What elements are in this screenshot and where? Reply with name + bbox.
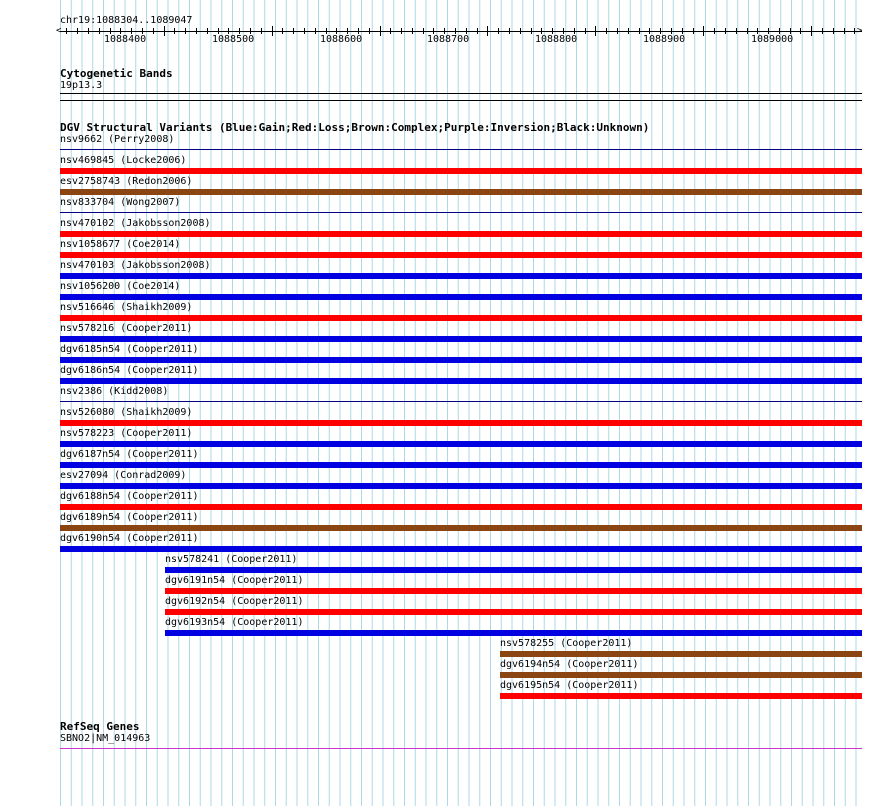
ruler-tick [207,28,208,34]
dgv-feature-label[interactable]: dgv6186n54 (Cooper2011) [60,365,199,376]
cytoband-separator [60,100,862,101]
ruler-arrow-right-icon: > [857,26,863,36]
dgv-feature-bar[interactable] [60,336,862,342]
ruler-tick [423,28,424,34]
position-label: chr19:1088304..1089047 [60,15,193,26]
ruler-tick [595,26,596,36]
dgv-feature-bar[interactable] [60,231,862,237]
dgv-feature-label[interactable]: nsv578255 (Cooper2011) [500,638,633,649]
refseq-track-title: RefSeq Genes [60,720,140,733]
ruler-tick-label: 1088600 [320,34,363,45]
ruler-tick [261,28,262,34]
ruler-tick [401,28,402,34]
ruler-tick [811,26,812,36]
ruler-tick [282,28,283,34]
dgv-feature-bar[interactable] [60,315,862,321]
dgv-feature-label[interactable]: nsv2386 (Kidd2008) [60,386,169,397]
cytoband-track-title: Cytogenetic Bands [60,67,173,80]
ruler-tick [380,26,381,36]
dgv-feature-label[interactable]: dgv6185n54 (Cooper2011) [60,344,199,355]
ruler-tick [487,26,488,36]
cytoband-line [60,93,862,94]
dgv-feature-label[interactable]: nsv578241 (Cooper2011) [165,554,298,565]
dgv-feature-label[interactable]: nsv526080 (Shaikh2009) [60,407,193,418]
ruler-tick-label: 1088900 [643,34,686,45]
dgv-feature-label[interactable]: nsv1058677 (Coe2014) [60,239,181,250]
ruler-tick [88,28,89,34]
ruler-tick [498,28,499,34]
ruler-arrow-left-icon: < [56,26,62,36]
refseq-gene-feature[interactable] [60,748,862,749]
ruler-tick-label: 1088700 [427,34,470,45]
dgv-feature-bar[interactable] [165,567,862,573]
dgv-feature-bar[interactable] [60,273,862,279]
ruler-tick [833,28,834,34]
ruler-tick [185,28,186,34]
dgv-feature-label[interactable]: dgv6192n54 (Cooper2011) [165,596,304,607]
dgv-feature-bar[interactable] [165,609,862,615]
ruler-tick [703,26,704,36]
dgv-feature-bar[interactable] [500,693,862,699]
ruler-tick [747,28,748,34]
dgv-feature-bar[interactable] [60,401,862,402]
dgv-feature-bar[interactable] [60,212,862,213]
ruler-tick [196,28,197,34]
ruler-tick [520,28,521,34]
ruler-tick [628,28,629,34]
dgv-feature-label[interactable]: nsv516646 (Shaikh2009) [60,302,193,313]
dgv-feature-bar[interactable] [60,294,862,300]
dgv-feature-label[interactable]: nsv578216 (Cooper2011) [60,323,193,334]
ruler-tick [164,26,165,36]
ruler-tick [509,28,510,34]
dgv-feature-label[interactable]: esv27094 (Conrad2009) [60,470,187,481]
ruler-tick-label: 1088500 [212,34,255,45]
ruler-tick-label: 1088800 [535,34,578,45]
ruler-tick [844,28,845,34]
refseq-gene-label[interactable]: SBNO2|NM_014963 [60,733,151,744]
ruler-tick [77,28,78,34]
dgv-feature-label[interactable]: nsv1056200 (Coe2014) [60,281,181,292]
ruler-tick [477,28,478,34]
ruler-axis [60,31,862,32]
dgv-feature-bar[interactable] [60,483,862,489]
ruler-tick [693,28,694,34]
dgv-feature-label[interactable]: dgv6194n54 (Cooper2011) [500,659,639,670]
ruler-tick [617,28,618,34]
dgv-feature-bar[interactable] [165,630,862,636]
dgv-feature-bar[interactable] [60,462,862,468]
dgv-feature-label[interactable]: nsv470102 (Jakobsson2008) [60,218,211,229]
dgv-feature-label[interactable]: dgv6195n54 (Cooper2011) [500,680,639,691]
ruler-tick [369,28,370,34]
ruler-tick-label: 1089000 [751,34,794,45]
ruler-tick [854,28,855,34]
ruler-tick [153,28,154,34]
dgv-feature-bar[interactable] [500,672,862,678]
ruler-tick [390,28,391,34]
dgv-feature-label[interactable]: nsv833704 (Wong2007) [60,197,181,208]
dgv-feature-bar[interactable] [60,252,862,258]
ruler-tick [585,28,586,34]
ruler-tick [725,28,726,34]
ruler-tick [99,28,100,34]
ruler-tick [822,28,823,34]
dgv-feature-bar[interactable] [60,189,862,195]
dgv-feature-label[interactable]: dgv6188n54 (Cooper2011) [60,491,199,502]
dgv-feature-bar[interactable] [60,441,862,447]
ruler-tick [531,28,532,34]
ruler-tick [800,28,801,34]
ruler-tick [714,28,715,34]
ruler-tick [293,28,294,34]
dgv-feature-bar[interactable] [60,168,862,174]
dgv-feature-label[interactable]: dgv6193n54 (Cooper2011) [165,617,304,628]
dgv-feature-label[interactable]: dgv6187n54 (Cooper2011) [60,449,199,460]
dgv-feature-label[interactable]: nsv469845 (Locke2006) [60,155,187,166]
dgv-feature-bar[interactable] [60,378,862,384]
dgv-feature-label[interactable]: dgv6190n54 (Cooper2011) [60,533,199,544]
ruler-tick [66,28,67,34]
dgv-feature-bar[interactable] [60,546,862,552]
ruler-tick [606,28,607,34]
ruler-tick [412,28,413,34]
dgv-feature-label[interactable]: esv2758743 (Redon2006) [60,176,193,187]
cytoband-label: 19p13.3 [60,80,103,91]
ruler-tick [315,28,316,34]
dgv-track-title: DGV Structural Variants (Blue:Gain;Red:Loss;Brown:Complex;Purple:Inversion;Black:Unknown) [60,121,650,134]
dgv-feature-label[interactable]: nsv470103 (Jakobsson2008) [60,260,211,271]
ruler-tick [174,28,175,34]
ruler-tick [736,28,737,34]
dgv-feature-bar[interactable] [60,420,862,426]
dgv-feature-bar[interactable] [500,651,862,657]
dgv-feature-bar[interactable] [165,588,862,594]
ruler-tick [272,26,273,36]
ruler-tick-label: 1088400 [104,34,147,45]
dgv-feature-label[interactable]: dgv6189n54 (Cooper2011) [60,512,199,523]
dgv-feature-bar[interactable] [60,357,862,363]
dgv-feature-label[interactable]: nsv9662 (Perry2008) [60,134,175,145]
dgv-feature-bar[interactable] [60,525,862,531]
dgv-feature-bar[interactable] [60,504,862,510]
ruler-tick [304,28,305,34]
dgv-feature-bar[interactable] [60,149,862,150]
dgv-feature-label[interactable]: nsv578223 (Cooper2011) [60,428,193,439]
dgv-feature-label[interactable]: dgv6191n54 (Cooper2011) [165,575,304,586]
ruler-tick [639,28,640,34]
